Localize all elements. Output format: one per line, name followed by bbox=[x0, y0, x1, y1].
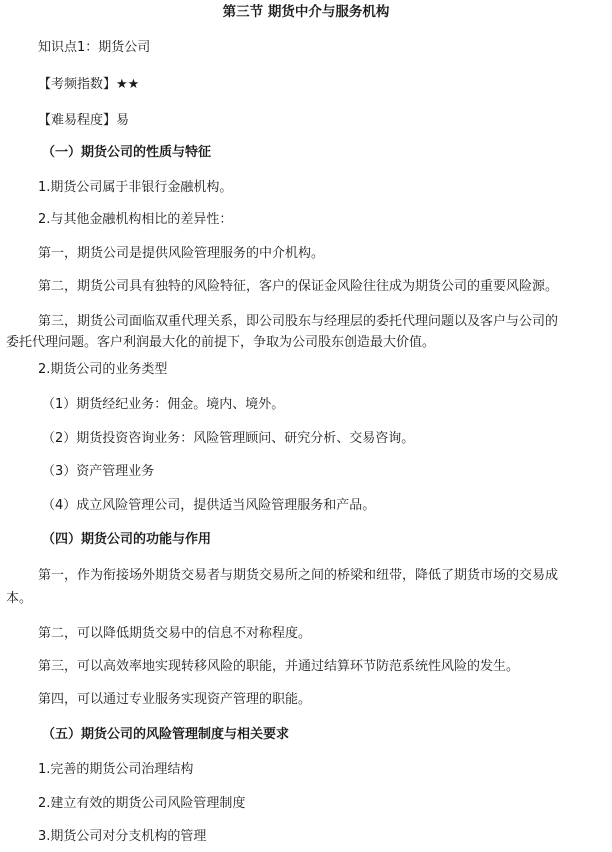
list-item: 3.期货公司对分支机构的管理 bbox=[38, 829, 207, 844]
list-item: （4）成立风险管理公司，提供适当风险管理服务和产品。 bbox=[42, 498, 376, 513]
paragraph: 第三，可以高效率地实现转移风险的职能，并通过结算环节防范系统性风险的发生。 bbox=[38, 659, 520, 674]
paragraph: 2.期货公司的业务类型 bbox=[38, 362, 168, 377]
frequency-stars: ★★ bbox=[116, 77, 140, 92]
section-heading-4: （四）期货公司的功能与作用 bbox=[42, 532, 212, 547]
difficulty-level: 【难易程度】易 bbox=[38, 113, 130, 128]
list-item: 2.建立有效的期货公司风险管理制度 bbox=[38, 796, 246, 811]
paragraph: 第四，可以通过专业服务实现资产管理的职能。 bbox=[38, 692, 312, 707]
paragraph: 第三，期货公司面临双重代理关系，即公司股东与经理层的委托代理问题以及客户与公司的 bbox=[38, 314, 559, 329]
list-item: （3）资产管理业务 bbox=[42, 464, 155, 479]
paragraph: 第二，可以降低期货交易中的信息不对称程度。 bbox=[38, 626, 312, 641]
section-heading-5: （五）期货公司的风险管理制度与相关要求 bbox=[42, 727, 290, 742]
list-item: 1.完善的期货公司治理结构 bbox=[38, 762, 194, 777]
paragraph: 第一，作为衔接场外期货交易者与期货交易所之间的桥梁和纽带，降低了期货市场的交易成 bbox=[38, 568, 559, 583]
paragraph: 第一，期货公司是提供风险管理服务的中介机构。 bbox=[38, 246, 325, 261]
page-title: 第三节 期货中介与服务机构 bbox=[222, 4, 390, 20]
list-item: （2）期货投资咨询业务：风险管理顾问、研究分析、交易咨询。 bbox=[42, 431, 415, 446]
paragraph: 2.与其他金融机构相比的差异性： bbox=[38, 212, 233, 227]
paragraph-continuation: 本。 bbox=[6, 591, 33, 606]
frequency-index bbox=[38, 75, 612, 95]
frequency-label: 【考频指数】 bbox=[38, 77, 117, 92]
knowledge-point: 知识点1：期货公司 bbox=[38, 40, 151, 55]
paragraph: 第二，期货公司具有独特的风险特征，客户的保证金风险往往成为期货公司的重要风险源。 bbox=[38, 279, 559, 294]
section-heading-1: （一）期货公司的性质与特征 bbox=[42, 145, 212, 160]
paragraph-continuation: 委托代理问题。客户利润最大化的前提下，争取为公司股东创造最大价值。 bbox=[6, 335, 436, 350]
paragraph: 1.期货公司属于非银行金融机构。 bbox=[38, 180, 233, 195]
list-item: （1）期货经纪业务：佣金。境内、境外。 bbox=[42, 397, 285, 412]
